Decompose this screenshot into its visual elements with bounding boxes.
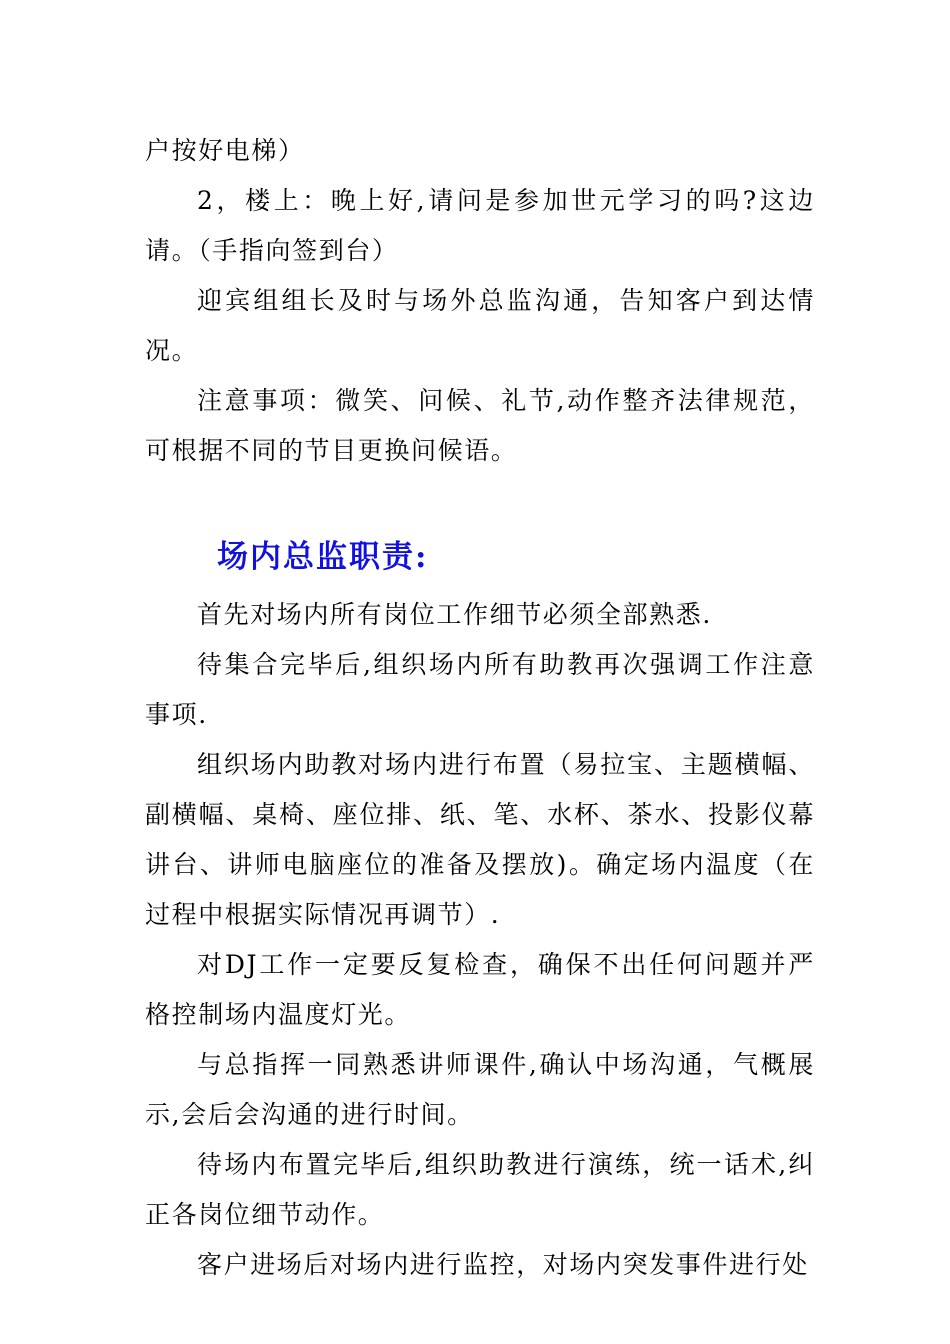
section-heading: 场内总监职责:: [217, 539, 429, 575]
paragraph-upstairs-greeting: 2，楼上：晚上好,请问是参加世元学习的吗?这边请。（手指向签到台）: [145, 186, 815, 265]
document-body: [145, 126, 815, 1290]
paragraph-continuation: 户按好电梯）: [145, 136, 305, 165]
paragraph-courseware: 与总指挥一同熟悉讲师课件,确认中场沟通，气概展示,会后会沟通的进行时间。: [145, 1050, 815, 1129]
paragraph-familiarize: 首先对场内所有岗位工作细节必须全部熟悉.: [197, 600, 712, 629]
paragraph-notes: 注意事项：微笑、问候、礼节,动作整齐法律规范，可根据不同的节目更换问候语。: [145, 386, 815, 465]
paragraph-monitoring: 客户进场后对场内进行监控，对场内突发事件进行处: [197, 1250, 809, 1279]
paragraph-venue-setup: 组织场内助教对场内进行布置（易拉宝、主题横幅、副横幅、桌椅、座位排、纸、笔、水杯、茶水、投影仪幕讲台、讲师电脑座位的准备及摆放)。确定场内温度（在过程中根据实际情况再调节）.: [145, 750, 815, 929]
paragraph-team-leader: 迎宾组组长及时与场外总监沟通，告知客户到达情况。: [145, 286, 815, 365]
paragraph-dj-check: 对DJ工作一定要反复检查，确保不出任何问题并严格控制场内温度灯光。: [145, 950, 815, 1029]
section-spacer: [145, 476, 815, 524]
paragraph-assembly: 待集合完毕后,组织场内所有助教再次强调工作注意事项.: [145, 650, 815, 729]
paragraph-rehearsal: 待场内布置完毕后,组织助教进行演练，统一话术,纠正各岗位细节动作。: [145, 1150, 815, 1229]
